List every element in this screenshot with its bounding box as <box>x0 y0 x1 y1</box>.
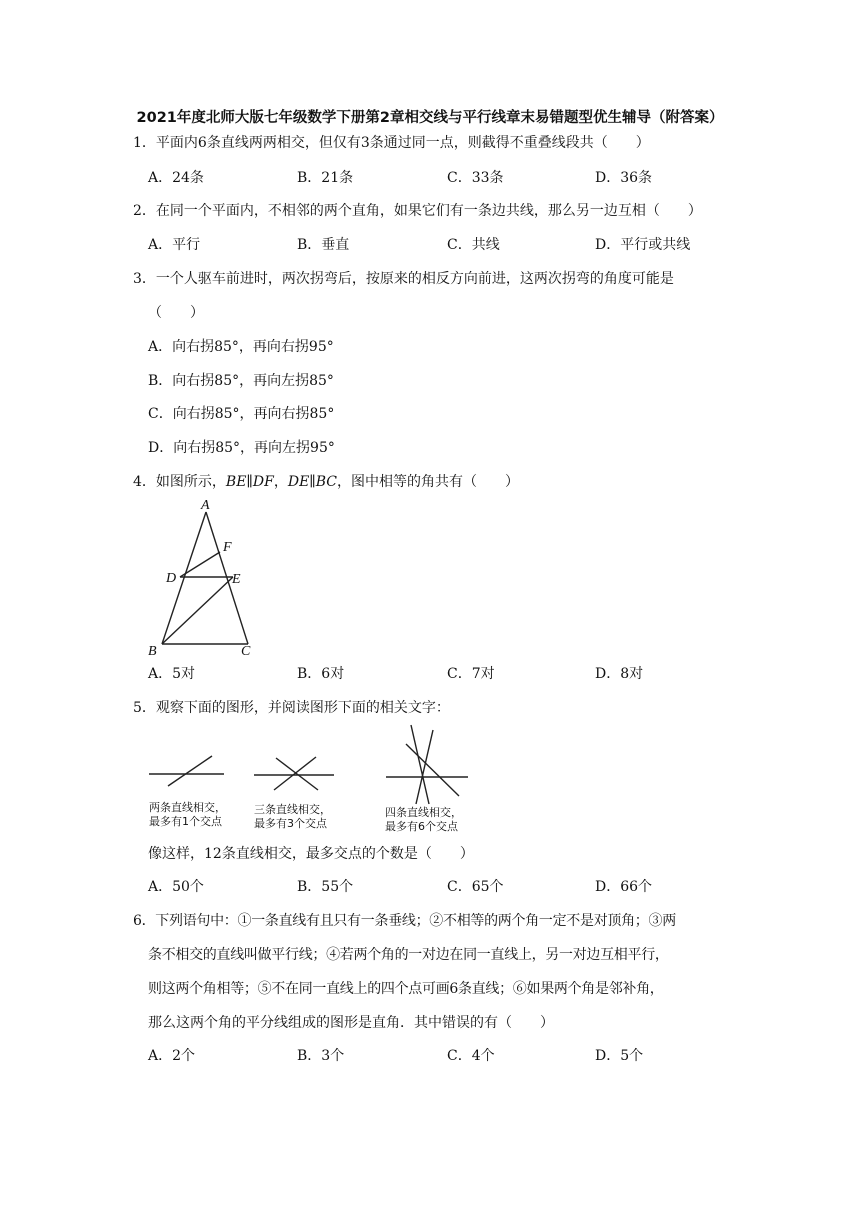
question-3-option-d: D．向右拐85°，再向左拐95° <box>148 440 335 456</box>
question-1-option-a: A．24条 <box>148 170 204 186</box>
two-lines-figure <box>146 750 226 800</box>
caption-two-lines: 两条直线相交， 最多有1个交点 <box>149 801 226 828</box>
question-4-prefix: 4．如图所示， <box>133 474 226 490</box>
question-1-option-c: C．33条 <box>447 170 504 186</box>
question-2-option-a: A．平行 <box>148 237 201 253</box>
question-2-option-b: B．垂直 <box>297 237 350 253</box>
segment-df <box>180 552 220 577</box>
question-5-text: 5．观察下面的图形，并阅读图形下面的相关文字： <box>133 700 450 716</box>
question-6-option-a: A．2个 <box>148 1048 196 1064</box>
question-4-relation-1: BE∥DF <box>225 474 274 490</box>
label-d: D <box>166 571 177 586</box>
question-4-suffix: ，图中相等的角共有（ ） <box>337 474 520 490</box>
question-4-relation-2: DE∥BC <box>287 474 338 490</box>
question-6-line-4: 那么这两个角的平分线组成的图形是直角．其中错误的有（ ） <box>148 1015 554 1031</box>
question-4-option-a: A．5对 <box>148 666 196 682</box>
question-6-option-c: C．4个 <box>447 1048 495 1064</box>
question-1-text: 1．平面内6条直线两两相交，但仅有3条通过同一点，则截得不重叠线段共（ ） <box>133 135 650 151</box>
label-b: B <box>148 644 157 659</box>
question-4-separator: ， <box>273 474 288 490</box>
question-3-option-a: A．向右拐85°，再向右拐95° <box>148 339 334 355</box>
caption-four-lines: 四条直线相交， 最多有6个交点 <box>385 806 462 833</box>
question-3-option-c: C．向右拐85°，再向右拐85° <box>148 406 335 422</box>
question-5-option-b: B．55个 <box>297 879 354 895</box>
question-2-option-c: C．共线 <box>447 237 500 253</box>
document-title: 2021年度北师大版七年级数学下册第2章相交线与平行线章末易错题型优生辅导（附答案） <box>136 110 724 126</box>
question-3-text-continued: （ ） <box>148 305 204 321</box>
caption-three-lines: 三条直线相交， 最多有3个交点 <box>254 803 331 830</box>
question-6-option-d: D．5个 <box>595 1048 644 1064</box>
question-4-triangle-figure <box>140 495 270 660</box>
four-lines-figure <box>384 722 474 807</box>
label-c: C <box>241 644 251 659</box>
label-f: F <box>223 540 232 555</box>
question-6-line-3: 则这两个角相等；⑤不在同一直线上的四个点可画6条直线；⑥如果两个角是邻补角， <box>148 981 664 997</box>
question-5-prompt: 像这样，12条直线相交，最多交点的个数是（ ） <box>148 846 474 862</box>
question-2-text: 2．在同一个平面内，不相邻的两个直角，如果它们有一条边共线，那么另一边互相（ ） <box>133 203 702 219</box>
question-5-option-c: C．65个 <box>447 879 504 895</box>
question-3-text: 3．一个人驱车前进时，两次拐弯后，按原来的相反方向前进，这两次拐弯的角度可能是 <box>133 271 674 287</box>
question-6-line-1: 6．下列语句中：①一条直线有且只有一条垂线；②不相等的两个角一定不是对顶角；③两 <box>133 913 676 929</box>
question-4-option-b: B．6对 <box>297 666 345 682</box>
question-5-option-a: A．50个 <box>148 879 204 895</box>
three-lines-figure <box>252 750 336 800</box>
question-3-option-b: B．向右拐85°，再向左拐85° <box>148 373 334 389</box>
question-6-option-b: B．3个 <box>297 1048 345 1064</box>
question-2-option-d: D．平行或共线 <box>595 237 691 253</box>
label-e: E <box>232 572 241 587</box>
question-5-option-d: D．66个 <box>595 879 653 895</box>
question-4-option-d: D．8对 <box>595 666 644 682</box>
question-6-line-2: 条不相交的直线叫做平行线；④若两个角的一对边在同一直线上，另一对边互相平行， <box>148 947 669 963</box>
question-4-option-c: C．7对 <box>447 666 495 682</box>
question-1-option-d: D．36条 <box>595 170 653 186</box>
label-a: A <box>201 498 210 513</box>
segment-ac <box>206 512 248 644</box>
question-4-text <box>133 472 733 492</box>
question-1-option-b: B．21条 <box>297 170 354 186</box>
